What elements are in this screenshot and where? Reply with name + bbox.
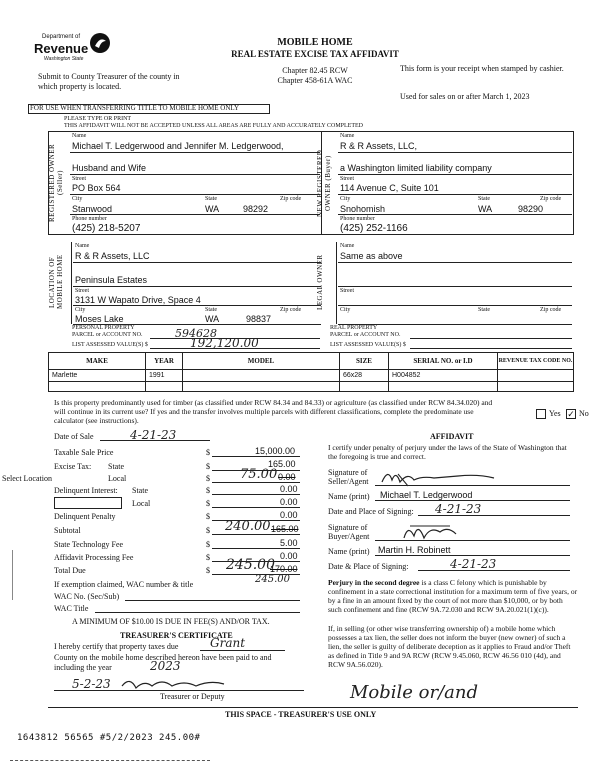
- th-make: MAKE: [48, 352, 146, 370]
- submit-note: Submit to County Treasurer of the county in which property is located.: [38, 72, 180, 91]
- di-state-dollar: $: [206, 486, 210, 495]
- di-local-label: Local: [132, 499, 151, 508]
- buyer-name[interactable]: R & R Assets, LLC,: [340, 141, 418, 151]
- real-parcel-label: PARCEL or ACCOUNT NO.: [330, 332, 401, 338]
- treasurer-use-only: THIS SPACE - TREASURER'S USE ONLY: [225, 710, 377, 719]
- timber-yes-label: Yes: [549, 409, 561, 418]
- seller-street-label: Street: [72, 176, 86, 182]
- delinquent-interest-label: Delinquent Interest:: [54, 486, 118, 495]
- buyer-name2[interactable]: a Washington limited liability company: [340, 163, 492, 173]
- loc-name[interactable]: R & R Assets, LLC: [75, 251, 150, 261]
- treasurer-certify: I hereby certify that property taxes due: [54, 642, 179, 651]
- seller-city-label: City: [72, 196, 83, 202]
- receipt-stamp: 1643812 56565 #5/2/2023 245.00#: [17, 733, 201, 743]
- loc-street-label: Street: [75, 288, 89, 294]
- chapter-wac: Chapter 458-61A WAC: [277, 76, 353, 85]
- tech-fee-value[interactable]: 5.00: [280, 538, 298, 548]
- affidavit-fee-value[interactable]: 0.00: [280, 551, 298, 561]
- excise-state-dollar: $: [206, 462, 210, 471]
- th-serial: SERIAL NO. or I.D: [388, 352, 498, 370]
- total-hand2: 245.00: [255, 574, 290, 585]
- th-size: SIZE: [339, 352, 389, 370]
- legal-name[interactable]: Same as above: [340, 251, 403, 261]
- buyer-date-label: Date & Place of Signing:: [328, 562, 409, 571]
- taxable-label: Taxable Sale Price: [54, 448, 114, 457]
- loc-state-label: State: [205, 307, 217, 313]
- td-year[interactable]: 1991: [145, 369, 183, 382]
- loc-city[interactable]: Moses Lake: [75, 314, 124, 324]
- seller-signature-icon[interactable]: [378, 466, 498, 488]
- th-model: MODEL: [182, 352, 340, 370]
- buyer-signature-icon[interactable]: [400, 520, 460, 542]
- buyer-zip-label: Zip code: [540, 196, 562, 202]
- sig-seller-label: Signature of Seller/Agent: [328, 468, 369, 486]
- excise-local-hand[interactable]: 75.00: [240, 467, 278, 482]
- real-assessed-label: LIST ASSESSED VALUE(S) $: [330, 342, 406, 348]
- seller-name2[interactable]: Husband and Wife: [72, 163, 147, 173]
- seller-phone-label: Phone number: [72, 216, 107, 222]
- total-dollar: $: [206, 566, 210, 575]
- affidavit-fee-dollar: $: [206, 553, 210, 562]
- seller-date-label: Date and Place of Signing:: [328, 507, 414, 516]
- logo-revenue: Revenue: [34, 41, 89, 56]
- td-make[interactable]: Marlette: [48, 369, 146, 382]
- label-location: LOCATION OF MOBILE HOME: [48, 254, 64, 310]
- legal-zip-label: Zip code: [540, 307, 562, 313]
- th-year: YEAR: [145, 352, 183, 370]
- tech-fee-dollar: $: [206, 540, 210, 549]
- di-state-value[interactable]: 0.00: [280, 484, 298, 494]
- legal-name-label: Name: [340, 243, 355, 249]
- timber-no-checkbox[interactable]: ✓: [567, 409, 575, 419]
- excise-local-label: Local: [108, 474, 127, 483]
- seller-state-label: State: [205, 196, 217, 202]
- receipt-note: This form is your receipt when stamped by cashier.: [400, 64, 564, 73]
- perjury-note: [328, 578, 578, 614]
- taxable-value[interactable]: 15,000.00: [255, 446, 296, 456]
- logo-dept: Department of: [42, 34, 81, 40]
- logo-swirl-icon: [89, 32, 111, 54]
- total-label: Total Due: [54, 566, 86, 575]
- treasurer-certify2: County on the mobile home described hereon have been paid to and including the year: [54, 653, 272, 672]
- perjury-text: is a class C felony which is punishable by confinement in a state correctional institution for a maximum term of five years, or by a fine in an amount fixed by the court of not more than $10,000, or by both such confinement and fine (RCW 9A.72.030 and RCW 9A.20.021(1)(c)).: [328, 578, 578, 614]
- subtotal-struck: 165.00: [271, 524, 299, 534]
- timber-question: Is this property predominantly used for timber (as classified under RCW 84.34 and 84.33) or agriculture (as classified under RCW 84.34.020) and will continue in its current use? If yes and the transfer involves multiple parcels with different classifications, complete the predominate use calculator (see instructions).: [54, 398, 493, 425]
- parcel-label: PARCEL or ACCOUNT NO.: [72, 332, 143, 338]
- chapter-rcw: Chapter 82.45 RCW: [282, 66, 348, 75]
- treasurer-title: TREASURER'S CERTIFICATE: [120, 631, 233, 640]
- seller-name[interactable]: Michael T. Ledgerwood and Jennifer M. Ledgerwood,: [72, 141, 284, 151]
- seller-state[interactable]: WA: [205, 204, 220, 214]
- buyer-city-label: City: [340, 196, 351, 202]
- td-size[interactable]: 66x28: [339, 369, 389, 382]
- affidavit-certify: I certify under penalty of perjury under the laws of the State of Washington that the foregoing is true and correct.: [328, 443, 567, 461]
- logo-state: Washington State: [44, 56, 84, 62]
- wac-title-label: WAC Title: [54, 604, 89, 613]
- buyer-phone-label: Phone number: [340, 216, 375, 222]
- buyer-street-label: Street: [340, 176, 354, 182]
- form-subtitle: REAL ESTATE EXCISE TAX AFFIDAVIT: [231, 49, 399, 59]
- excise-label: Excise Tax:: [54, 462, 92, 471]
- seller-print-label: Name (print): [328, 492, 370, 501]
- label-new-owner: NEW REGISTERED OWNER (Buyer): [316, 149, 332, 217]
- subtotal-hand[interactable]: 240.00: [225, 519, 271, 534]
- timber-no-label: No: [579, 409, 589, 418]
- seller-phone[interactable]: (425) 218-5207: [72, 223, 141, 234]
- td-serial[interactable]: H004852: [388, 369, 498, 382]
- used-for-note: Used for sales on or after March 1, 2023: [400, 92, 530, 101]
- seller-print[interactable]: Michael T. Ledgerwood: [380, 490, 473, 500]
- buyer-state-label: State: [478, 196, 490, 202]
- seller-street[interactable]: PO Box 564: [72, 183, 121, 193]
- total-struck: 170.00: [270, 564, 298, 574]
- date-of-sale[interactable]: 4-21-23: [130, 428, 177, 442]
- affidavit-fee-label: Affidavit Processing Fee: [54, 553, 134, 562]
- buyer-print[interactable]: Martin H. Robinett: [378, 545, 451, 555]
- exemption-label: If exemption claimed, WAC number & title: [54, 580, 194, 589]
- legal-city-label: City: [340, 307, 351, 313]
- parcel-hand[interactable]: 594628: [175, 327, 217, 340]
- form-title: MOBILE HOME: [277, 37, 353, 48]
- loc-name-label: Name: [75, 243, 90, 249]
- dp-value[interactable]: 0.00: [280, 510, 298, 520]
- seller-city[interactable]: Stanwood: [72, 204, 113, 214]
- loc-state[interactable]: WA: [205, 314, 220, 324]
- list-assessed-label: LIST ASSESSED VALUE(S) $: [72, 342, 148, 348]
- transfer-note: FOR USE WHEN TRANSFERRING TITLE TO MOBILE HOME ONLY: [30, 104, 240, 112]
- excise-state-value[interactable]: 165.00: [268, 459, 296, 469]
- di-state-label: State: [132, 486, 148, 495]
- assessed-hand[interactable]: 192,120.00: [190, 336, 259, 350]
- buyer-city[interactable]: Snohomish: [340, 204, 386, 214]
- excise-local-dollar: $: [206, 474, 210, 483]
- treasurer-deputy: Treasurer or Deputy: [160, 692, 225, 701]
- delinquent-penalty-label: Delinquent Penalty: [54, 512, 116, 521]
- loc-zip-label: Zip code: [280, 307, 302, 313]
- perjury-title: Perjury in the second degree: [328, 578, 420, 587]
- treasurer-year-hand[interactable]: 2023: [150, 659, 181, 673]
- excise-local-struck: 0.00: [278, 472, 296, 482]
- date-of-sale-label: Date of Sale: [54, 432, 94, 441]
- seller-zip[interactable]: 98292: [243, 204, 269, 214]
- treasurer-date[interactable]: 5-2-23: [72, 677, 111, 691]
- buyer-state[interactable]: WA: [478, 204, 493, 214]
- di-local-value[interactable]: 0.00: [280, 497, 298, 507]
- minimum-note: A MINIMUM OF $10.00 IS DUE IN FEE(S) AND/OR TAX.: [72, 617, 270, 626]
- subtotal-dollar: $: [206, 526, 210, 535]
- th-revenue: REVENUE TAX CODE NO.: [497, 352, 574, 370]
- sig-buyer-label: Signature of Buyer/Agent: [328, 523, 370, 541]
- loc-name2[interactable]: Peninsula Estates: [75, 275, 148, 285]
- subtotal-label: Subtotal: [54, 526, 81, 535]
- legal-state-label: State: [478, 307, 490, 313]
- loc-city-label: City: [75, 307, 86, 313]
- taxable-dollar: $: [206, 448, 210, 457]
- real-property-label: REAL PROPERTY: [330, 325, 378, 331]
- seller-date[interactable]: 4-21-23: [435, 502, 482, 516]
- dp-dollar: $: [206, 512, 210, 521]
- please-type: PLEASE TYPE OR PRINT: [64, 116, 132, 122]
- buyer-print-label: Name (print): [328, 547, 370, 556]
- select-location[interactable]: Select Location: [2, 474, 52, 483]
- personal-property-label: PERSONAL PROPERTY: [72, 325, 135, 331]
- wac-no-label: WAC No. (Sec/Sub): [54, 592, 120, 601]
- total-hand[interactable]: 245.00: [226, 557, 275, 573]
- lien-note: If, in selling (or other wise transferring ownership of) a mobile home which possesses a tax lien, the seller does not inform the buyer (new owner) of such a lien, the seller is guilty of deliberate deception as it applies to Fraud and/or Theft as defined in Title 9 and 9A RCW (RCW 9.45.060, RCW 46.56 010 (4d), and RCW 9A.56.020).: [328, 624, 571, 669]
- excise-state-label: State: [108, 462, 124, 471]
- timber-yes-checkbox[interactable]: [536, 409, 546, 419]
- buyer-date[interactable]: 4-21-23: [450, 557, 497, 571]
- loc-zip[interactable]: 98837: [246, 314, 272, 324]
- buyer-street[interactable]: 114 Avenue C, Suite 101: [340, 183, 439, 193]
- treasurer-county-hand[interactable]: Grant: [210, 636, 246, 650]
- buyer-name-label: Name: [340, 133, 355, 139]
- di-local-dollar: $: [206, 499, 210, 508]
- tech-fee-label: State Technology Fee: [54, 540, 124, 549]
- loc-street[interactable]: 3131 W Wapato Drive, Space 4: [75, 295, 201, 305]
- buyer-phone[interactable]: (425) 252-1166: [340, 223, 408, 234]
- di-local-select[interactable]: [54, 497, 122, 509]
- dor-logo: [34, 32, 114, 68]
- treasurer-signature-icon[interactable]: [118, 674, 228, 694]
- not-accepted: THIS AFFIDAVIT WILL NOT BE ACCEPTED UNLESS ALL AREAS ARE FULLY AND ACCURATELY COMPLETED: [64, 123, 363, 129]
- buyer-zip[interactable]: 98290: [518, 204, 544, 214]
- seller-zip-label: Zip code: [280, 196, 302, 202]
- label-legal-owner: LEGAL OWNER: [316, 254, 324, 310]
- legal-street-label: Street: [340, 288, 354, 294]
- seller-name-label: Name: [72, 133, 87, 139]
- affidavit-title: AFFIDAVIT: [430, 432, 474, 441]
- label-registered-owner: REGISTERED OWNER (Seller): [48, 143, 64, 223]
- handwritten-note: Mobile or/and: [350, 682, 479, 703]
